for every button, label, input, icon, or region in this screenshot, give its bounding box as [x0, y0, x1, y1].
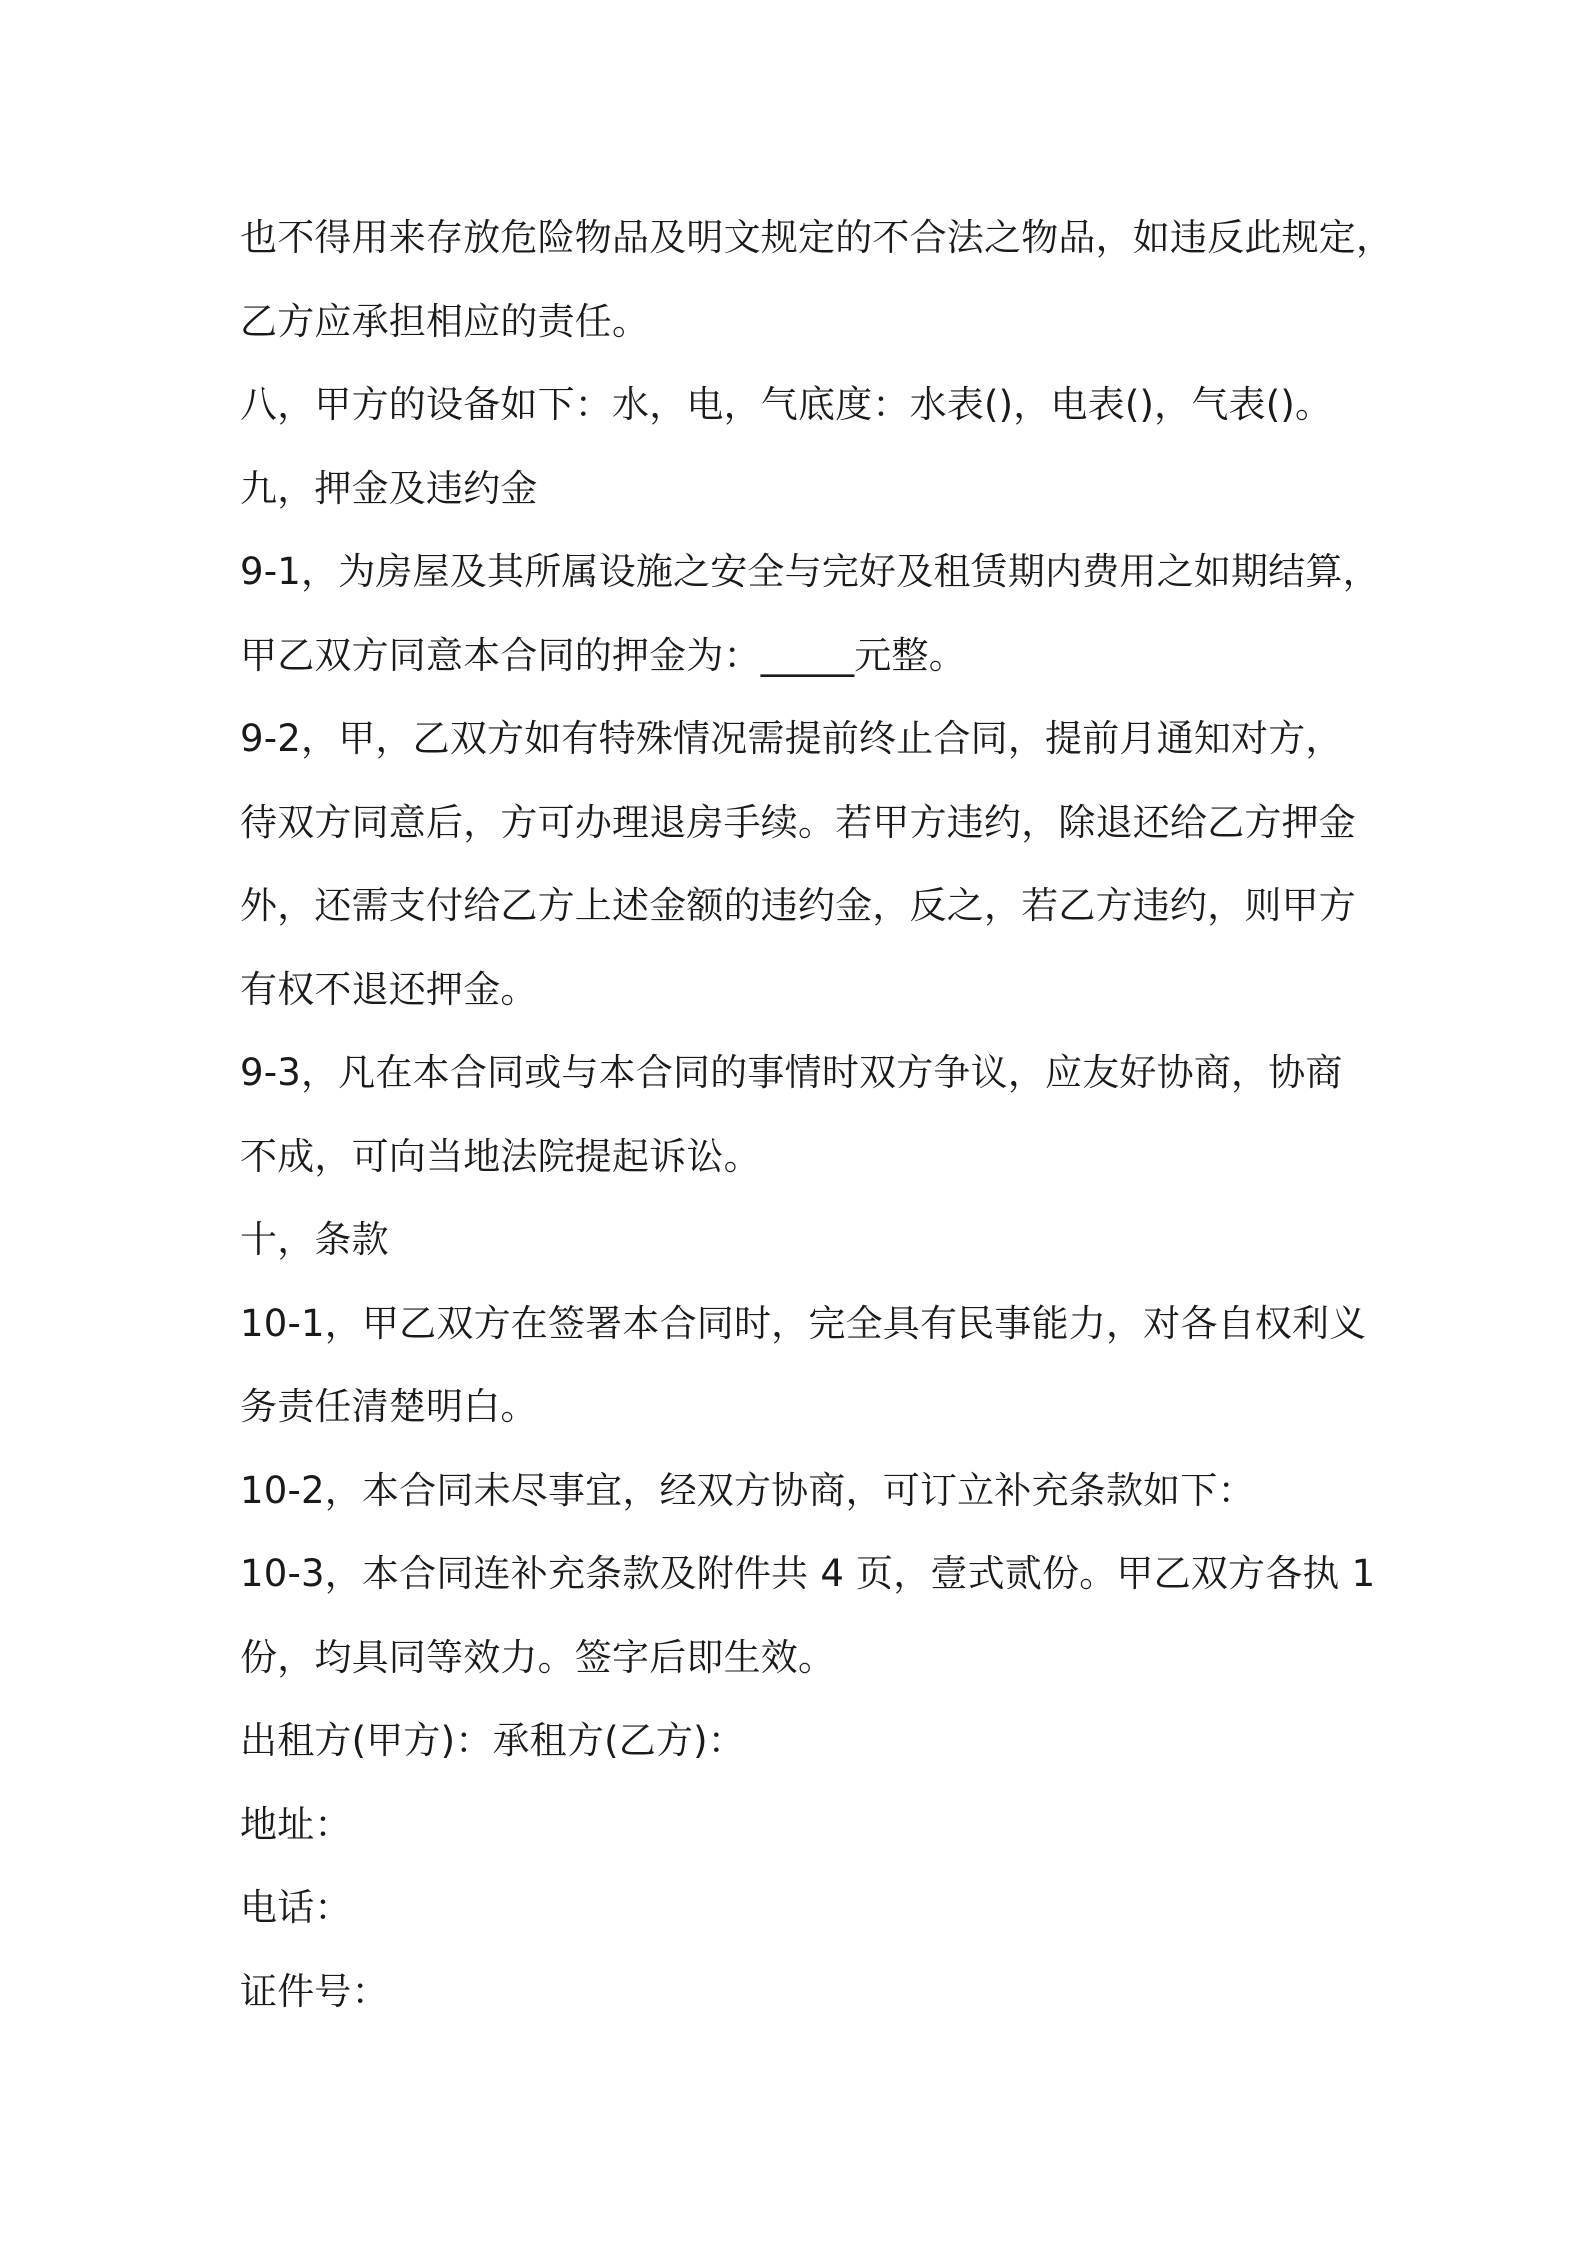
- clause-8-equipment: 八，甲方的设备如下：水，电，气底度：水表()，电表()，气表()。: [240, 383, 1333, 426]
- clause-10-heading: 十，条款: [240, 1218, 389, 1261]
- document-body: [240, 196, 1394, 2033]
- clause-9-2-line-2: 待双方同意后，方可办理退房手续。若甲方违约，除退还给乙方押金: [240, 800, 1356, 844]
- clause-9-1-line-2: 甲乙双方同意本合同的押金为：_____元整。: [240, 633, 966, 677]
- clause-9-2-line-1: 9-2，甲，乙双方如有特殊情况需提前终止合同，提前月通知对方，: [240, 717, 1343, 760]
- signatory-parties-label: 出租方(甲方)：承租方(乙方)：: [240, 1719, 745, 1762]
- id-number-label: 证件号：: [240, 1969, 389, 2013]
- text-line-storage-restriction: 也不得用来存放危险物品及明文规定的不合法之物品，如违反此规定，: [240, 216, 1394, 259]
- clause-9-2-line-4: 有权不退还押金。: [240, 967, 538, 1011]
- clause-10-1-line-2: 务责任清楚明白。: [240, 1385, 538, 1428]
- clause-9-1-line-1: 9-1，为房屋及其所属设施之安全与完好及租赁期内费用之如期结算，: [240, 550, 1380, 593]
- clause-9-3-line-2: 不成，可向当地法院提起诉讼。: [240, 1134, 761, 1178]
- clause-10-3-line-2: 份，均具同等效力。签字后即生效。: [240, 1635, 836, 1679]
- clause-9-2-line-3: 外，还需支付给乙方上述金额的违约金，反之，若乙方违约，则甲方: [240, 884, 1356, 927]
- clause-10-3-line-1: 10-3，本合同连补充条款及附件共 4 页，壹式贰份。甲乙双方各执 1: [240, 1552, 1376, 1595]
- clause-10-2: 10-2，本合同未尽事宜，经双方协商，可订立补充条款如下：: [240, 1468, 1255, 1512]
- clause-9-3-line-1: 9-3，凡在本合同或与本合同的事情时双方争议，应友好协商，协商: [240, 1051, 1343, 1094]
- clause-9-heading: 九，押金及违约金: [240, 466, 538, 510]
- phone-label: 电话：: [240, 1886, 352, 1929]
- clause-10-1-line-1: 10-1，甲乙双方在签署本合同时，完全具有民事能力，对各自权利义: [240, 1301, 1367, 1345]
- address-label: 地址：: [240, 1802, 352, 1846]
- text-line-responsibility: 乙方应承担相应的责任。: [240, 299, 650, 343]
